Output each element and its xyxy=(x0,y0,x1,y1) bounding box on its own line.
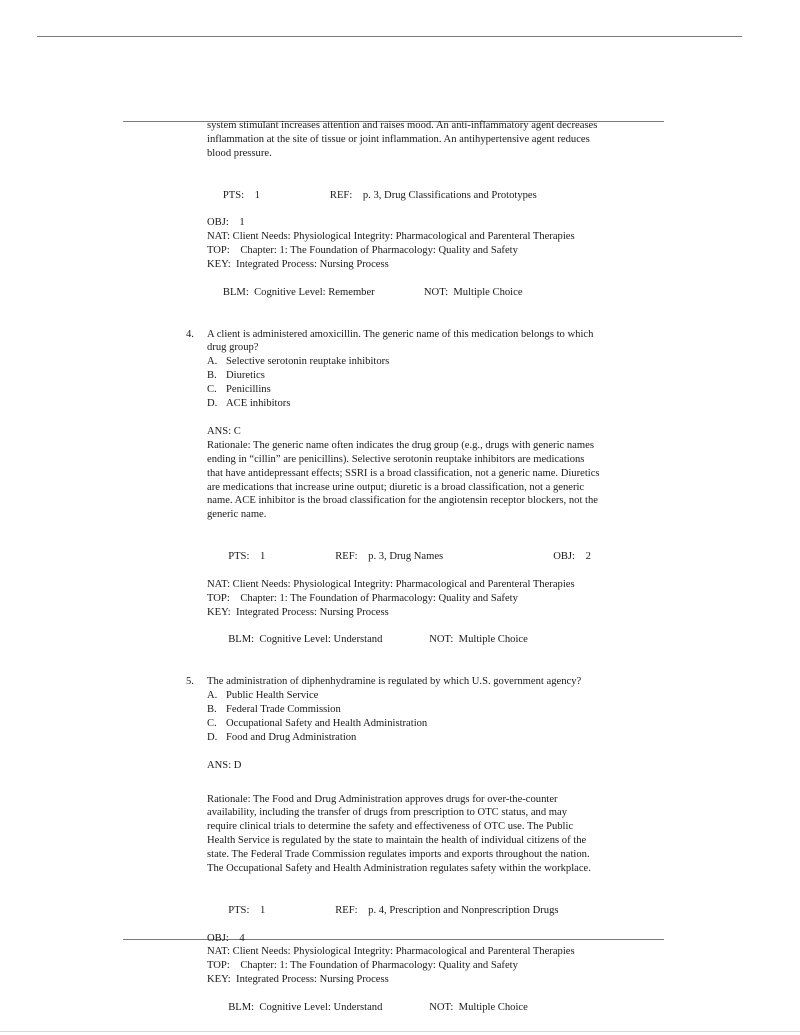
option-c: C. Occupational Safety and Health Administration xyxy=(207,717,428,729)
option-b: B. Federal Trade Commission xyxy=(207,703,341,715)
option-b: B. Diuretics xyxy=(207,370,265,382)
text-line: inflammation at the site of tissue or joint inflammation. An antihypertensive agent reduces xyxy=(207,133,590,145)
option-a: A. Public Health Service xyxy=(207,690,319,702)
meta-obj: OBJ: 4 xyxy=(207,932,245,944)
meta-obj: OBJ: 1 xyxy=(207,217,245,229)
document-body xyxy=(186,119,658,1029)
meta-not: NOT: Multiple Choice xyxy=(423,286,523,298)
rationale xyxy=(186,439,658,522)
text-line: blood pressure. xyxy=(207,147,272,159)
meta-ref: REF: p. 4, Prescription and Nonprescription Drugs xyxy=(335,904,559,916)
intro-meta xyxy=(186,175,658,314)
text-line: Health Service is regulated by the state to maintain the health of individual citizens of the xyxy=(207,835,587,847)
text-line: require clinical trials to determine the safety and effectiveness of OTC use. The Public xyxy=(207,821,574,833)
question-4 xyxy=(186,328,658,662)
meta-not: NOT: Multiple Choice xyxy=(429,1002,528,1014)
q4-meta xyxy=(186,536,658,661)
question-5 xyxy=(186,675,658,1029)
meta-nat: NAT: Client Needs: Physiological Integrity: Pharmacological and Parenteral Therapies xyxy=(207,231,575,243)
page-foot-rule xyxy=(0,1031,800,1032)
meta-pts: PTS: 1 xyxy=(228,904,266,916)
question-stem-line: drug group? xyxy=(207,342,259,354)
text-line: availability, including the transfer of drugs from prescription to OTC status, and may xyxy=(207,807,568,819)
meta-blm: BLM: Cognitive Level: Understand xyxy=(228,1002,383,1014)
text-line: state. The Federal Trade Commission regulates imports and exports throughout the nation. xyxy=(207,849,590,861)
option-d: D. Food and Drug Administration xyxy=(207,731,357,743)
text-line: generic name. xyxy=(207,509,267,521)
text-line: ending in “cillin” are penicillins). Selective serotonin reuptake inhibitors are medications xyxy=(207,453,585,465)
meta-obj: OBJ: 2 xyxy=(553,551,591,563)
page-top-rule xyxy=(37,36,742,37)
intro-rationale xyxy=(186,119,658,161)
answer: ANS: C xyxy=(207,425,241,437)
rationale xyxy=(186,793,658,876)
text-line: Rationale: The generic name often indicates the drug group (e.g., drugs with generic names xyxy=(207,439,594,451)
question-stem-line: A client is administered amoxicillin. The generic name of this medication belongs to which xyxy=(207,328,594,340)
meta-blm: BLM: Cognitive Level: Understand xyxy=(228,634,383,646)
meta-key: KEY: Integrated Process: Nursing Process xyxy=(207,974,389,986)
q5-meta xyxy=(186,890,658,1029)
meta-ref: REF: p. 3, Drug Classifications and Prototypes xyxy=(329,189,537,201)
meta-top: TOP: Chapter: 1: The Foundation of Pharmacology: Quality and Safety xyxy=(207,245,518,257)
meta-key: KEY: Integrated Process: Nursing Process xyxy=(207,606,389,618)
option-c: C. Penicillins xyxy=(207,384,271,396)
text-line: Rationale: The Food and Drug Administration approves drugs for over-the-counter xyxy=(207,793,558,805)
meta-top: TOP: Chapter: 1: The Foundation of Pharmacology: Quality and Safety xyxy=(207,592,518,604)
meta-ref: REF: p. 3, Drug Names xyxy=(335,551,444,563)
meta-nat: NAT: Client Needs: Physiological Integrity: Pharmacological and Parenteral Therapies xyxy=(207,946,575,958)
meta-nat: NAT: Client Needs: Physiological Integrity: Pharmacological and Parenteral Therapies xyxy=(207,578,575,590)
question-number: 4. xyxy=(186,328,194,340)
meta-key: KEY: Integrated Process: Nursing Process xyxy=(207,259,389,271)
text-line: that have antidepressant effects; SSRI is a broad classification, not a generic name. Diuretics xyxy=(207,467,600,479)
text-line: name. ACE inhibitor is the broad classification for the angiotensin receptor blockers, not the xyxy=(207,495,598,507)
question-stem-line: The administration of diphenhydramine is regulated by which U.S. government agency? xyxy=(207,676,582,688)
answer: ANS: D xyxy=(207,759,242,771)
meta-not: NOT: Multiple Choice xyxy=(429,634,528,646)
option-d: D. ACE inhibitors xyxy=(207,398,291,410)
meta-blm: BLM: Cognitive Level: Remember xyxy=(222,286,375,298)
option-a: A. Selective serotonin reuptake inhibitors xyxy=(207,356,390,368)
meta-pts: PTS: 1 xyxy=(228,551,266,563)
question-number: 5. xyxy=(186,676,194,688)
text-line: are medications that increase urine output; diuretic is a broad classification, not a generic xyxy=(207,481,585,493)
text-line: The Occupational Safety and Health Administration regulates safety within the workplace. xyxy=(207,863,591,875)
meta-top: TOP: Chapter: 1: The Foundation of Pharmacology: Quality and Safety xyxy=(207,960,518,972)
meta-pts: PTS: 1 xyxy=(222,189,260,201)
text-line: system stimulant increases attention and raises mood. An anti-inflammatory agent decreases xyxy=(207,120,598,131)
